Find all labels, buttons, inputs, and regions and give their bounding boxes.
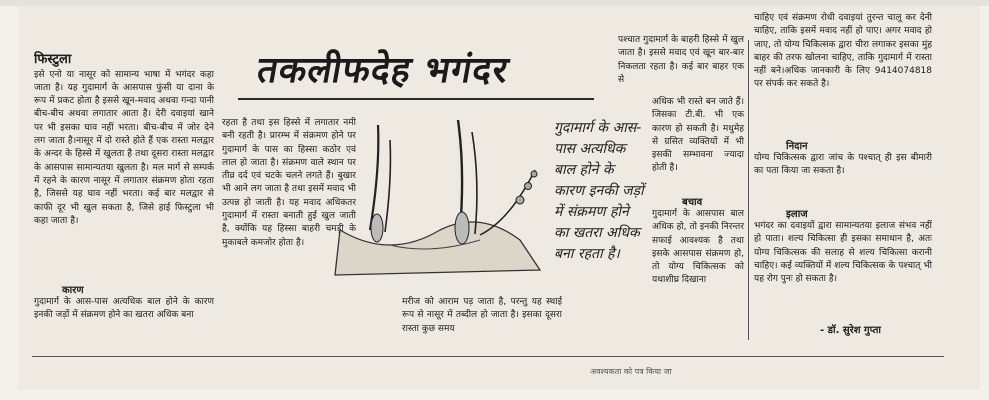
column-divider xyxy=(748,40,749,340)
column-1-karan-text: गुदामार्ग के आस-पास अत्यधिक बाल होने के कारण इनकी जड़ों में संक्रमण होने का खतरा अधिक बना xyxy=(34,297,214,321)
intro-keyword: फिस्टुला xyxy=(34,52,72,68)
bachav-heading: बचाव xyxy=(682,197,703,208)
byline: - डॉ. सुरेश गुप्ता xyxy=(820,325,881,336)
column-5-text: चाहिए एवं संक्रमण रोधी दवाइयां तुरन्त चालू कर देनी चाहिए, ताकि इसमें मवाद नहीं हो पाए। अगर मवाद हो जाए, तो योग्य चिकित्सक द्वारा चीरा लगाकर इसका मुंह बाहर की तरफ खोलना चाहिए, ताकि गुदामार्ग में रास्ता नहीं बने।अधिक जानकारी के लिए 9414074818 पर संपर्क कर सकते है। xyxy=(754,13,932,90)
karan-heading: कारण xyxy=(62,285,84,296)
column-5-nidan-text: योग्य चिकित्सक द्वारा जांच के पश्चात् ही इस बीमारी का पता किया जा सकता है। xyxy=(754,153,932,177)
column-1-text: इसे एनो या नासूर को सामान्य भाषा में भगंदर कहा जाता है। यह गुदामार्ग के आसपास फुंसी या दाना के रूप में प्रकट होता है इससे खून-मवाद अथवा गन्दा पानी बीच-बीच अथवा लगातार आता है। देरी दवाइयां खाने पर भी इसका घाव नहीं भरता। बीच-बीच में जोर देने लग जाता है।नासूर में दो रास्ते होते हैं एक रास्ता मलद्वार के अन्दर के हिस्से में खुलता है तथा दूसरा रास्ता मलद्वार के आसपास सामान्यतया खुलता है। मल मार्ग से सम्पर्क में रहने के कारण नासूर में लगातार संक्रमण होता रहता है, जिससे यह घाव नहीं भरता। कई बार मलद्वार से काफी दूर भी खुल सकता है, जिसे हाई फिस्टुला भी कहा जाता है। xyxy=(34,69,214,226)
column-3-bottom-text: मरीज को आराम पड़ जाता है, परन्तु यह स्थाई रूप से नासूर में तब्दील हो जाता है। इसका दूसरा रास्ता कुछ समय xyxy=(402,297,562,334)
bottom-rule xyxy=(32,356,944,357)
article-column-2: रहता है तथा इस हिस्से में लगातार नमी बनी रहती है। प्रारम्भ में संक्रमण होने पर गुदामार्ग के पास का हिस्सा कठोर एवं लाल हो जाता है। संक्रमण वाले स्थान पर तीव्र दर्द एवं चटके चलने लगते हैं। बुखार भी आने लग जाता है तथा इसमें मवाद भी उत्पन्न हो जाती है। यह मवाद अधिकतर गुदामार्ग में रास्ता बनाती हुई खुल जाती है, क्योंकि यह हिस्सा बाहरी चमड़ी के मुकाबले कमजोर होता है। xyxy=(222,118,356,248)
hair-follicle-illustration xyxy=(330,110,555,290)
article-column-1 xyxy=(34,40,214,280)
headline: तकलीफदेह भगंदर xyxy=(254,49,513,91)
ilaj-heading: इलाज xyxy=(786,209,808,220)
nidan-heading: निदान xyxy=(786,141,808,152)
column-4-bachav-text: गुदामार्ग के आसपास बाल अधिक हो, तो इनकी निरन्तर सफाई आवश्यक है तथा इसके आसपास संक्रमण हो, तो योग्य चिकित्सक को यथाशीघ्र दिखाना xyxy=(652,209,744,286)
pull-quote: गुदामार्ग के आस-पास अत्यधिक बाल होने के कारण इनकी जड़ों में संक्रमण होने का खतरा अधिक बना रहता है। xyxy=(554,120,644,262)
column-4-top-text: पश्चात गुदामार्ग के बाहरी हिस्से में खुल जाता है। इससे मवाद एवं खून बार-बार निकलता रहता है। कई बार बाहर एक से xyxy=(618,35,744,85)
bottom-cutoff-text: अवश्यकता को पत्र किया जा xyxy=(590,367,672,376)
column-4-text: अधिक भी रास्ते बन जाते हैं। जिसका टी.बी. भी एक कारण हो सकती है। मधुमेह से ग्रसित व्यक्तियों में भी इसकी सम्भावना ज्यादा होती है। xyxy=(652,97,744,174)
headline-box xyxy=(238,36,594,100)
column-5-ilaj-text: भगंदर का दवाइयों द्वारा सामान्यतया इलाज संभव नहीं हो पाता। शल्य चिकित्सा ही इसका समाधान है, अतः योग्य चिकित्सक की सलाह से शल्य चिकित्सा करानी चाहिए। कई व्यक्तियों में शल्य चिकित्सक के पश्चात् भी यह रोग पुनः हो सकता है। xyxy=(754,221,932,285)
